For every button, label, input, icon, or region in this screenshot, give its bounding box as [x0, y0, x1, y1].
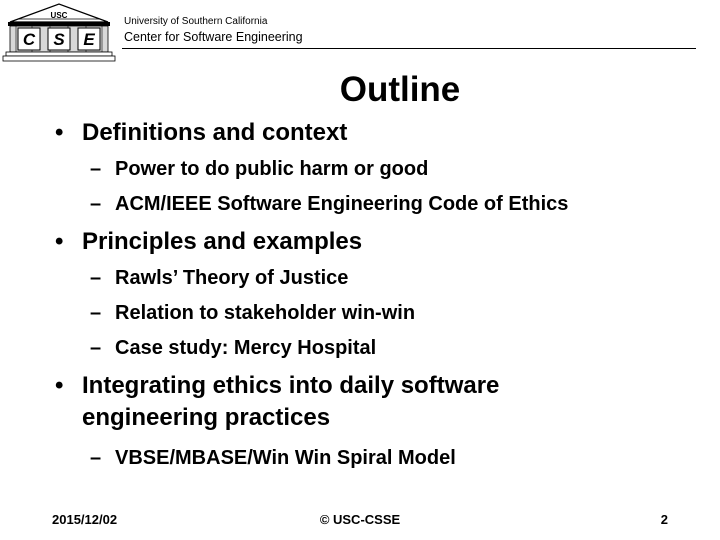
university-name: University of Southern California [124, 16, 268, 27]
sub-item-text: Relation to stakeholder win-win [115, 302, 416, 324]
bullet-text-line2: engineering practices [82, 404, 331, 431]
sub-item-text: Case study: Mercy Hospital [115, 337, 377, 359]
header-divider [122, 48, 696, 49]
slide-title [0, 70, 720, 110]
bullet-text-line1: Integrating ethics into daily software [82, 372, 500, 399]
page-number: 2 [660, 512, 668, 527]
center-name: Center for Software Engineering [124, 30, 303, 44]
bullet-dot: • [55, 372, 64, 399]
sub-item-text: Power to do public harm or good [115, 158, 429, 180]
footer-date: 2015/12/02 [52, 512, 118, 527]
bullet-text: Principles and examples [82, 228, 363, 255]
bullet-dot: • [55, 119, 64, 146]
logo-letter-e: E [83, 30, 95, 49]
sub-item-text: Rawls’ Theory of Justice [115, 267, 349, 289]
sub-item-text: VBSE/MBASE/Win Win Spiral Model [115, 447, 456, 469]
cse-logo [2, 2, 116, 64]
sub-item-text: ACM/IEEE Software Engineering Code of Ethics [115, 193, 569, 215]
slide-title-text: Outline [339, 70, 461, 109]
logo-letter-c: C [22, 30, 36, 49]
logo-badge-text: USC [50, 11, 68, 20]
logo-letter-s: S [53, 30, 65, 49]
footer-copyright: © USC-CSSE [319, 512, 401, 527]
bullet-dot: • [55, 228, 64, 255]
bullet-text: Definitions and context [82, 119, 348, 146]
